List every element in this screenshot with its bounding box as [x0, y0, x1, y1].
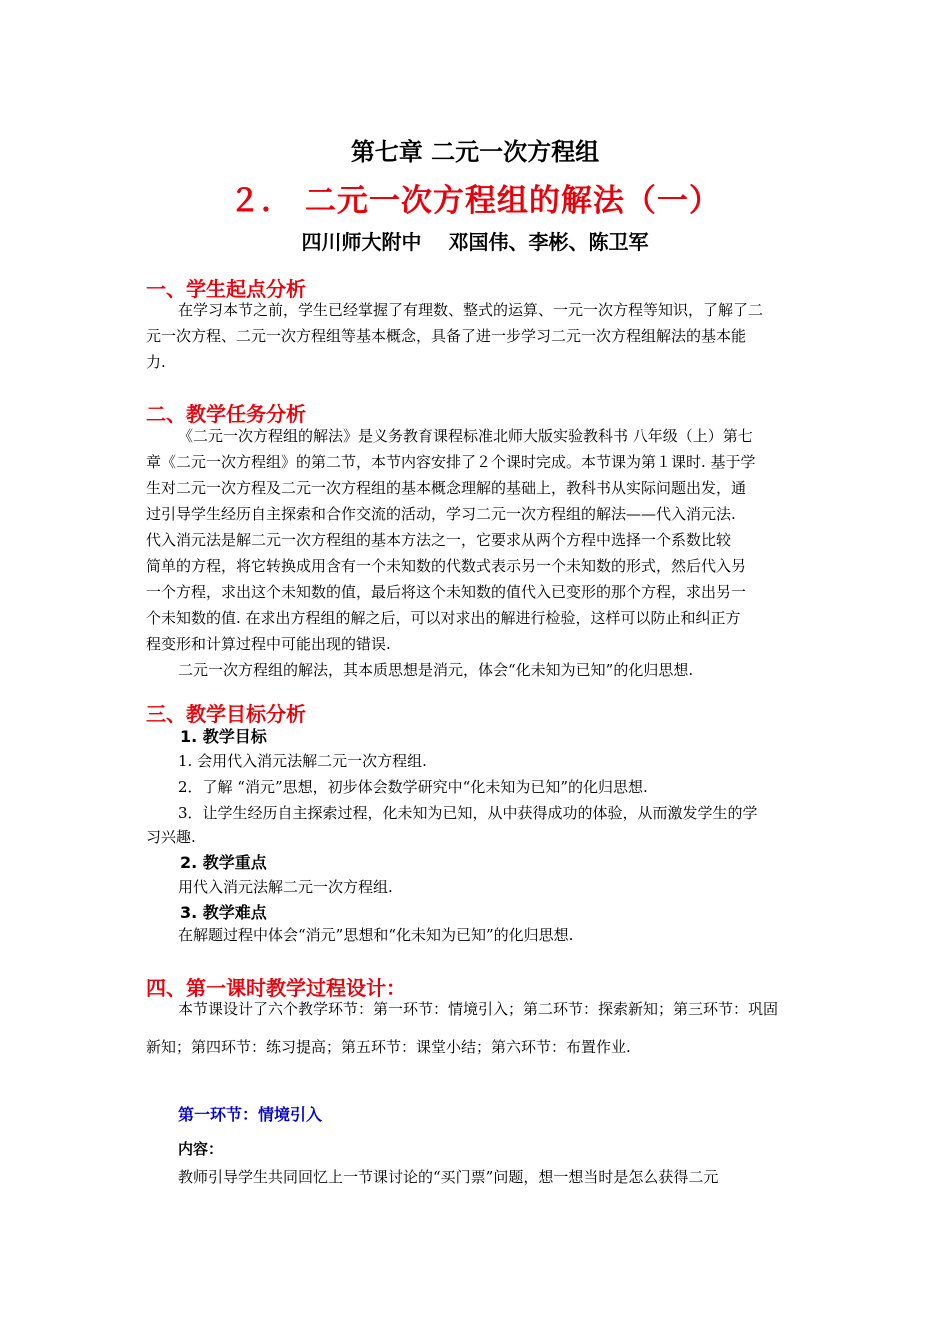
goal-item: 习兴趣.: [146, 828, 196, 846]
goal-item: 3．让学生经历自主探索过程，化未知为已知，从中获得成功的体验，从而激发学生的学: [178, 804, 758, 822]
content-label: 内容：: [178, 1140, 224, 1158]
subheading-goals: 1. 教学目标: [180, 727, 267, 746]
section-4-line: 本节课设计了六个教学环节：第一环节：情境引入；第二环节：探索新知；第三环节：巩固: [178, 1000, 779, 1018]
section-4-line: 新知；第四环节：练习提高；第五环节：课堂小结；第六环节：布置作业.: [146, 1038, 631, 1056]
chapter-title: 第七章 二元一次方程组: [350, 138, 600, 166]
authors-line: 四川师大附中 邓国伟、李彬、陈卫军: [301, 230, 649, 254]
section-2-line: 二元一次方程组的解法，其本质思想是消元，体会“化未知为已知”的化归思想.: [178, 661, 694, 679]
section-2-line: 章《二元一次方程组》的第二节，本节内容安排了２个课时完成。本节课为第１课时. 基于学: [146, 453, 756, 471]
section-1-line: 在学习本节之前，学生已经掌握了有理数、整式的运算、一元一次方程等知识，了解了二: [178, 301, 764, 319]
section-2-line: 代入消元法是解二元一次方程组的基本方法之一，它要求从两个方程中选择一个系数比较: [146, 531, 732, 549]
section-2-line: 程变形和计算过程中可能出现的错误.: [146, 635, 391, 653]
key-point-text: 用代入消元法解二元一次方程组.: [178, 878, 393, 896]
section-4-heading: 四、第一课时教学过程设计：: [146, 976, 406, 1000]
subheading-difficulty: 3. 教学难点: [180, 903, 267, 922]
section-3-heading: 三、教学目标分析: [146, 702, 306, 726]
lesson-title: ２． 二元一次方程组的解法（一）: [229, 183, 721, 219]
section-2-heading: 二、教学任务分析: [146, 402, 306, 426]
content-text: 教师引导学生共同回忆上一节课讨论的“买门票”问题，想一想当时是怎么获得二元: [178, 1168, 719, 1186]
subheading-key-point: 2. 教学重点: [180, 853, 267, 872]
difficulty-text: 在解题过程中体会“消元”思想和“化未知为已知”的化归思想.: [178, 926, 574, 944]
section-1-line: 元一次方程、二元一次方程组等基本概念，具备了进一步学习二元一次方程组解法的基本能: [146, 327, 747, 345]
section-2-line: 简单的方程，将它转换成用含有一个未知数的代数式表示另一个未知数的形式，然后代入另: [146, 557, 747, 575]
section-2-line: 一个方程，求出这个未知数的值，最后将这个未知数的值代入已变形的那个方程，求出另一: [146, 583, 747, 601]
goal-item: 2．了解 “消元”思想，初步体会数学研究中“化未知为已知”的化归思想.: [178, 778, 648, 796]
section-1-line: 力.: [146, 353, 166, 371]
section-2-line: 生对二元一次方程及二元一次方程组的基本概念理解的基础上，教科书从实际问题出发，通: [146, 479, 747, 497]
section-2-line: 个未知数的值. 在求出方程组的解之后，可以对求出的解进行检验，这样可以防止和纠正方: [146, 609, 741, 627]
section-2-line: 过引导学生经历自主探索和合作交流的活动，学习二元一次方程组的解法——代入消元法.: [146, 505, 736, 523]
section-1-heading: 一、学生起点分析: [146, 277, 306, 301]
stage-1-heading: 第一环节：情境引入: [178, 1105, 323, 1124]
section-2-line: 《二元一次方程组的解法》是义务教育课程标准北师大版实验教科书 八年级（上）第七: [178, 427, 753, 445]
goal-item: 1. 会用代入消元法解二元一次方程组.: [178, 752, 427, 770]
